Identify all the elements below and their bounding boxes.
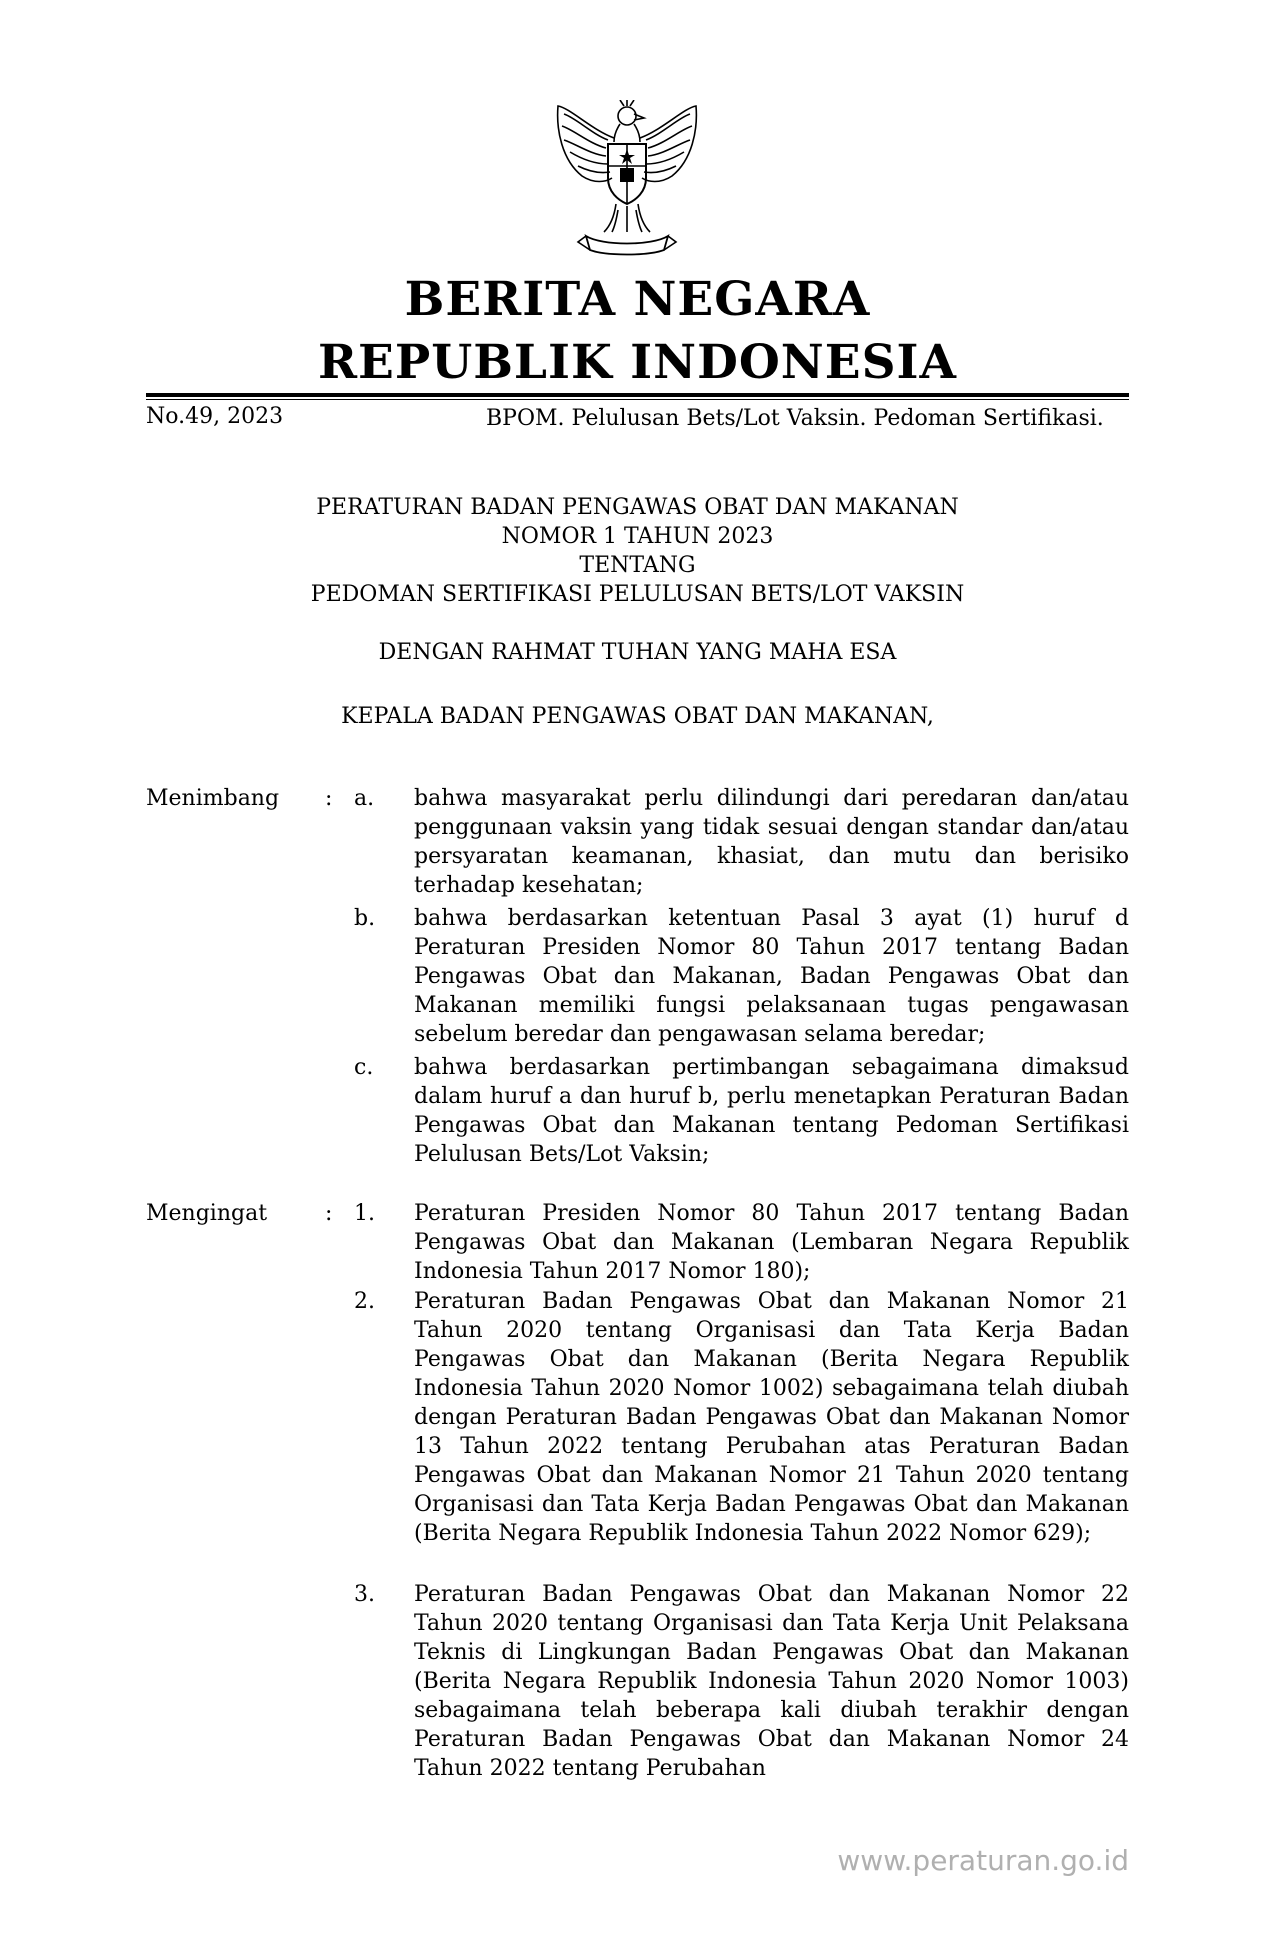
official-line: KEPALA BADAN PENGAWAS OBAT DAN MAKANAN, [341,704,934,729]
mengingat-item-text: Peraturan Badan Pengawas Obat dan Makanan Nomor 22 Tahun 2020 tentang Organisasi dan Tata Kerja Unit Pelaksana Teknis di Lingkungan Badan Pengawas Obat dan Makanan (Berita Negara Republik Indonesia Tahun 2020 Nomor 1003) sebagaimana telah beberapa kali diubah terakhir dengan Peraturan Badan Pengawas Obat dan Makanan Nomor 24 Tahun 2022 tentang Perubahan [414,1582,1129,1781]
blessing-line: DENGAN RAHMAT TUHAN YANG MAHA ESA [378,640,897,665]
regulation-about: TENTANG [579,553,696,578]
header-rule-thin [146,399,1129,400]
mengingat-colon: : [325,1201,333,1226]
menimbang-colon: : [325,786,333,811]
regulation-title: PEDOMAN SERTIFIKASI PELULUSAN BETS/LOT VAKSIN [310,582,965,607]
menimbang-item-mark: a. [354,786,375,811]
publication-title: BERITA NEGARA [404,272,871,327]
header-rule-thick [146,393,1129,397]
menimbang-item-mark: b. [354,906,376,931]
regulation-number: NOMOR 1 TAHUN 2023 [501,524,774,549]
mengingat-item-text: Peraturan Presiden Nomor 80 Tahun 2017 tentang Badan Pengawas Obat dan Makanan (Lembaran Negara Republik Indonesia Tahun 2017 Nomor 180); [414,1201,1129,1284]
regulation-heading: PERATURAN BADAN PENGAWAS OBAT DAN MAKANAN [316,495,959,520]
mengingat-item-text: Peraturan Badan Pengawas Obat dan Makanan Nomor 21 Tahun 2020 tentang Organisasi dan Tata Kerja Badan Pengawas Obat dan Makanan (Berita Negara Republik Indonesia Tahun 2020 Nomor 1002) sebagaimana telah diubah dengan Peraturan Badan Pengawas Obat dan Makanan Nomor 13 Tahun 2022 tentang Perubahan atas Peraturan Badan Pengawas Obat dan Makanan Nomor 21 Tahun 2020 tentang Organisasi dan Tata Kerja Badan Pengawas Obat dan Makanan (Berita Negara Republik Indonesia Tahun 2022 Nomor 629); [414,1289,1129,1546]
menimbang-item-text: bahwa masyarakat perlu dilindungi dari peredaran dan/atau penggunaan vaksin yang tidak sesuai dengan standar dan/atau persyaratan keamanan, khasiat, dan mutu dan berisiko terhadap kesehatan; [414,786,1129,898]
mengingat-item-mark: 3. [354,1582,375,1607]
menimbang-item-mark: c. [354,1055,374,1080]
publication-number: No.49, 2023 [146,404,284,429]
menimbang-item-text: bahwa berdasarkan pertimbangan sebagaimana dimaksud dalam huruf a dan huruf b, perlu menetapkan Peraturan Badan Pengawas Obat dan Makanan tentang Pedoman Sertifikasi Pelulusan Bets/Lot Vaksin; [414,1055,1129,1167]
mengingat-label: Mengingat [146,1201,268,1226]
garuda-emblem-icon [552,100,702,260]
mengingat-item-mark: 1. [354,1201,375,1226]
publication-subtitle: REPUBLIK INDONESIA [317,335,957,390]
footer-url-link[interactable]: www.peraturan.go.id [837,1844,1129,1877]
publication-subject: BPOM. Pelulusan Bets/Lot Vaksin. Pedoman Sertifikasi. [486,406,1104,431]
menimbang-item-text: bahwa berdasarkan ketentuan Pasal 3 ayat (1) huruf d Peraturan Presiden Nomor 80 Tahun 2017 tentang Badan Pengawas Obat dan Makanan, Badan Pengawas Obat dan Makanan memiliki fungsi pelaksanaan tugas pengawasan sebelum beredar dan pengawasan selama beredar; [414,906,1129,1047]
menimbang-label: Menimbang [146,786,280,811]
mengingat-item-mark: 2. [354,1289,375,1314]
